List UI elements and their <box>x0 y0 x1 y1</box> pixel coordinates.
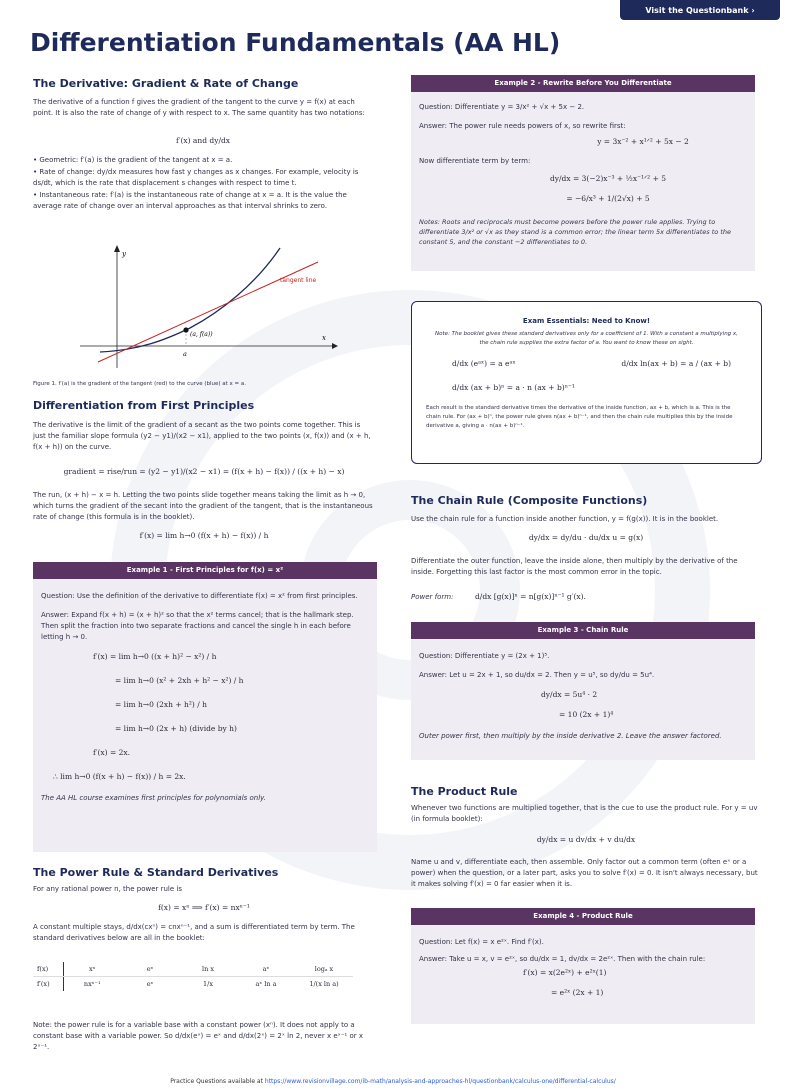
derivative-bullets <box>33 155 373 213</box>
table-cell: nxⁿ⁻¹ <box>83 980 101 988</box>
limit-definition: f′(x) = lim h→0 (f(x + h) − f(x)) / h <box>139 531 269 540</box>
example2-header: Example 2 - Rewrite Before You Differentiate <box>411 75 755 92</box>
example2-rewrite: y = 3x⁻² + x¹ᐟ² + 5x − 2 <box>597 137 689 146</box>
step-5: f′(x) = 2x. <box>93 748 130 757</box>
example4-s1: f′(x) = x(2e²ˣ) + e²ˣ(1) <box>523 968 607 977</box>
table-row <box>33 962 353 977</box>
example2-d1: dy/dx = 3(−2)x⁻³ + ½x⁻¹ᐟ² + 5 <box>549 174 667 183</box>
gradient-formula: gradient = rise/run = (y2 − y1)/(x2 − x1) = (f(x + h) − f(x)) / ((x + h) − x) <box>63 467 345 476</box>
example4-box <box>411 908 755 1024</box>
standard-derivatives-table <box>33 962 353 991</box>
derivative-heading: The Derivative: Gradient & Rate of Change <box>33 77 299 90</box>
table-cell: aˣ ln a <box>255 980 277 988</box>
bullet-rate: • Rate of change: dy/dx measures how fast y changes as x changes. For example, velocity is ds/dt, which is the rate that displacement s changes with respect to time t. <box>33 167 373 189</box>
table-row <box>33 977 353 992</box>
derivative-intro: The derivative of a function f gives the gradient of the tangent to the curve y = f(x) at each point. It is also the rate of change of y with respect to x. The same quantity has two notations: <box>33 98 365 117</box>
chain-rule-heading: The Chain Rule (Composite Functions) <box>411 494 648 507</box>
example4-header: Example 4 - Product Rule <box>411 908 755 925</box>
table-cell: f′(x) <box>33 977 63 992</box>
chain-rule-p2: Differentiate the outer function, leave the inside alone, then multiply by the derivative of the inside. Forgetting this last factor is the most common error in the topic. <box>411 557 738 576</box>
table-cell: logₐ x <box>295 962 353 977</box>
exam-essentials-title: Exam Essentials: Need to Know! <box>522 317 651 325</box>
step-2: = lim h→0 (x² + 2xh + h² − x²) / h <box>115 676 244 685</box>
exam-essentials-box <box>411 301 762 464</box>
power-form-label: Power form: <box>411 593 454 601</box>
example3-note: Outer power first, then multiply by the inside derivative 2. Leave the answer factored. <box>419 732 722 740</box>
first-principles-p1: The derivative is the limit of the gradient of a secant as the two points come together. This is just the familiar slope formula (y2 − y1)/(x2 − x1), applied to the two points (x, f(x)) and (x + h, f(x + h)) on the curve. <box>33 421 371 451</box>
step-6: ∴ lim h→0 (f(x + h) − f(x)) / h = 2x. <box>53 772 186 781</box>
step-4: = lim h→0 (2x + h) (divide by h) <box>115 724 237 733</box>
page-title: Differentiation Fundamentals (AA HL) <box>30 28 561 57</box>
power-rule-p: A constant multiple stays, d/dx(cxⁿ) = cnxⁿ⁻¹, and a sum is differentiated term by term. The standard derivatives below are all in the booklet: <box>33 923 355 942</box>
table-cell: f(x) <box>33 962 63 977</box>
derivative-notations: f′(x) and dy/dx <box>175 136 231 145</box>
essential-ln: d/dx ln(ax + b) = a / (ax + b) <box>621 359 731 368</box>
example2-d2: = −6/x³ + 1/(2√x) + 5 <box>566 194 650 203</box>
first-principles-p2: The run, (x + h) − x = h. Letting the two points slide together means taking the limit as h → 0, which turns the gradient of the secant into the gradient of the tangent, that is the instantaneous rate of change (this formula is in the booklet). <box>33 491 373 521</box>
y-label: y <box>122 250 126 258</box>
example2-box <box>411 75 755 271</box>
example2-note: Notes: Roots and reciprocals must become powers before the power rule applies. Trying to differentiate 3/x² or √x as they stand is a common error; the linear term 5x differentiates to the constant 5, and the constant −2 differentiates to 0. <box>419 218 732 246</box>
table-cell: eˣ <box>146 980 154 988</box>
bullet-instantaneous: • Instantaneous rate: f′(a) is the instantaneous rate of change at x = a. It is the value the average rate of change over an interval approaches as that interval shrinks to zero. <box>33 190 373 212</box>
tangent-point <box>183 327 188 332</box>
example4-answer: Answer: Take u = x, v = e²ˣ, so du/dx = 1, dv/dx = 2e²ˣ. Then with the chain rule: <box>419 955 706 963</box>
table-cell: xⁿ <box>63 962 121 977</box>
example3-answer: Answer: Let u = 2x + 1, so du/dx = 2. Then y = u⁵, so dy/du = 5u⁴. <box>419 671 655 679</box>
exam-essentials-p: Each result is the standard derivative times the derivative of the inside function, ax + b, which is a. This is the chain rule. For (ax + b)ⁿ, the power rule gives n(ax + b)ⁿ⁻¹, and then the chain rule multiplies this by the inside derivative a, giving a · n(ax + b)ⁿ⁻¹. <box>426 405 733 429</box>
product-rule-heading: The Product Rule <box>411 785 518 798</box>
questionbank-button[interactable]: Visit the Questionbank › <box>620 0 780 20</box>
example3-s2: = 10 (2x + 1)⁴ <box>559 710 614 719</box>
footer-label: Practice Questions available at <box>170 1078 263 1085</box>
tangent-label: tangent line <box>280 277 317 284</box>
power-form: d/dx [g(x)]ⁿ = n[g(x)]ⁿ⁻¹ g′(x). <box>475 592 586 601</box>
chain-rule-formula: dy/dx = dy/du · du/dx u = g(x) <box>528 533 644 542</box>
table-cell: ln x <box>179 962 237 977</box>
example3-box <box>411 622 755 760</box>
example4-s2: = e²ˣ (2x + 1) <box>551 988 604 997</box>
example1-steps <box>33 643 377 783</box>
example3-s1: dy/dx = 5u⁴ · 2 <box>541 690 598 699</box>
table-cell: aˣ <box>237 962 295 977</box>
example1-note: The AA HL course examines first principles for polynomials only. <box>41 794 266 802</box>
exam-essentials-note: Note: The booklet gives these standard derivatives only for a coefficient of 1. With a constant a multiplying x, the chain rule supplies the extra factor of a. You want to know these on sight. <box>435 331 738 346</box>
power-rule-note: Note: the power rule is for a variable base with a constant power (xⁿ). It does not apply to a constant base with a variable power. So d/dx(eˣ) = eˣ and d/dx(2ˣ) = 2ˣ ln 2, never x eˣ⁻¹ or x 2ˣ⁻¹. <box>33 1021 363 1051</box>
power-rule-heading: The Power Rule & Standard Derivatives <box>33 866 279 879</box>
figure-caption: Figure 1. f′(a) is the gradient of the tangent (red) to the curve (blue) at x = a. <box>33 381 247 387</box>
x-label: x <box>322 334 326 342</box>
example1-answer: Answer: Expand f(x + h) = (x + h)² so that the x² terms cancel; that is the hallmark step. Then split the fraction into two separate fractions and cancel the single h in each before letting h → 0. <box>41 611 354 641</box>
essential-exp: d/dx (eᵃˣ) = a eᵃˣ <box>452 359 516 368</box>
chain-rule-p1: Use the chain rule for a function inside another function, y = f(g(x)). It is in the booklet. <box>411 515 719 523</box>
step-3: = lim h→0 (2xh + h²) / h <box>115 700 207 709</box>
example4-question: Question: Let f(x) = x e²ˣ. Find f′(x). <box>419 938 544 946</box>
example3-question: Question: Differentiate y = (2x + 1)⁵. <box>419 652 550 660</box>
power-rule-formula: f(x) = xⁿ ⟹ f′(x) = nxⁿ⁻¹ <box>158 903 250 912</box>
footer-link[interactable]: https://www.revisionvillage.com/ib-math/analysis-and-approaches-hl/questionbank/calculus-one/differential-calculus/ <box>264 1078 616 1085</box>
a-label: a <box>183 350 187 358</box>
example2-question: Question: Differentiate y = 3/x² + √x + 5x − 2. <box>419 103 585 111</box>
footer <box>0 1078 786 1085</box>
example1-header: Example 1 - First Principles for f(x) = x² <box>33 562 377 579</box>
example3-header: Example 3 - Chain Rule <box>411 622 755 639</box>
example2-answer: Answer: The power rule needs powers of x, so rewrite first: <box>419 122 626 130</box>
example2-p: Now differentiate term by term: <box>419 157 531 165</box>
table-cell: eˣ <box>121 962 179 977</box>
first-principles-heading: Differentiation from First Principles <box>33 399 255 412</box>
product-rule-p2: Name u and v, differentiate each, then assemble. Only factor out a common term (often eˣ or a power) when the question, or a later part, asks you to solve f′(x) = 0. It isn't always necessary, but it makes solving f′(x) = 0 far easier when it is. <box>411 858 758 888</box>
tangent-figure <box>70 240 340 370</box>
example1-box <box>33 562 377 852</box>
product-rule-p1: Whenever two functions are multiplied together, that is the cue to use the product rule. For y = uv (in formula booklet): <box>411 804 758 823</box>
point-label: (a, f(a)) <box>190 331 213 338</box>
essential-power: d/dx (ax + b)ⁿ = a · n (ax + b)ⁿ⁻¹ <box>452 383 575 392</box>
power-rule-intro: For any rational power n, the power rule is <box>33 885 182 893</box>
step-1: f′(x) = lim h→0 ((x + h)² − x²) / h <box>93 652 217 661</box>
example1-question: Question: Use the definition of the derivative to differentiate f(x) = x² from first principles. <box>41 592 358 600</box>
product-rule-formula: dy/dx = u dv/dx + v du/dx <box>536 835 636 844</box>
table-cell: 1/x <box>203 980 213 988</box>
bullet-geometric: • Geometric: f′(a) is the gradient of the tangent at x = a. <box>33 155 373 166</box>
table-cell: 1/(x ln a) <box>309 980 339 988</box>
